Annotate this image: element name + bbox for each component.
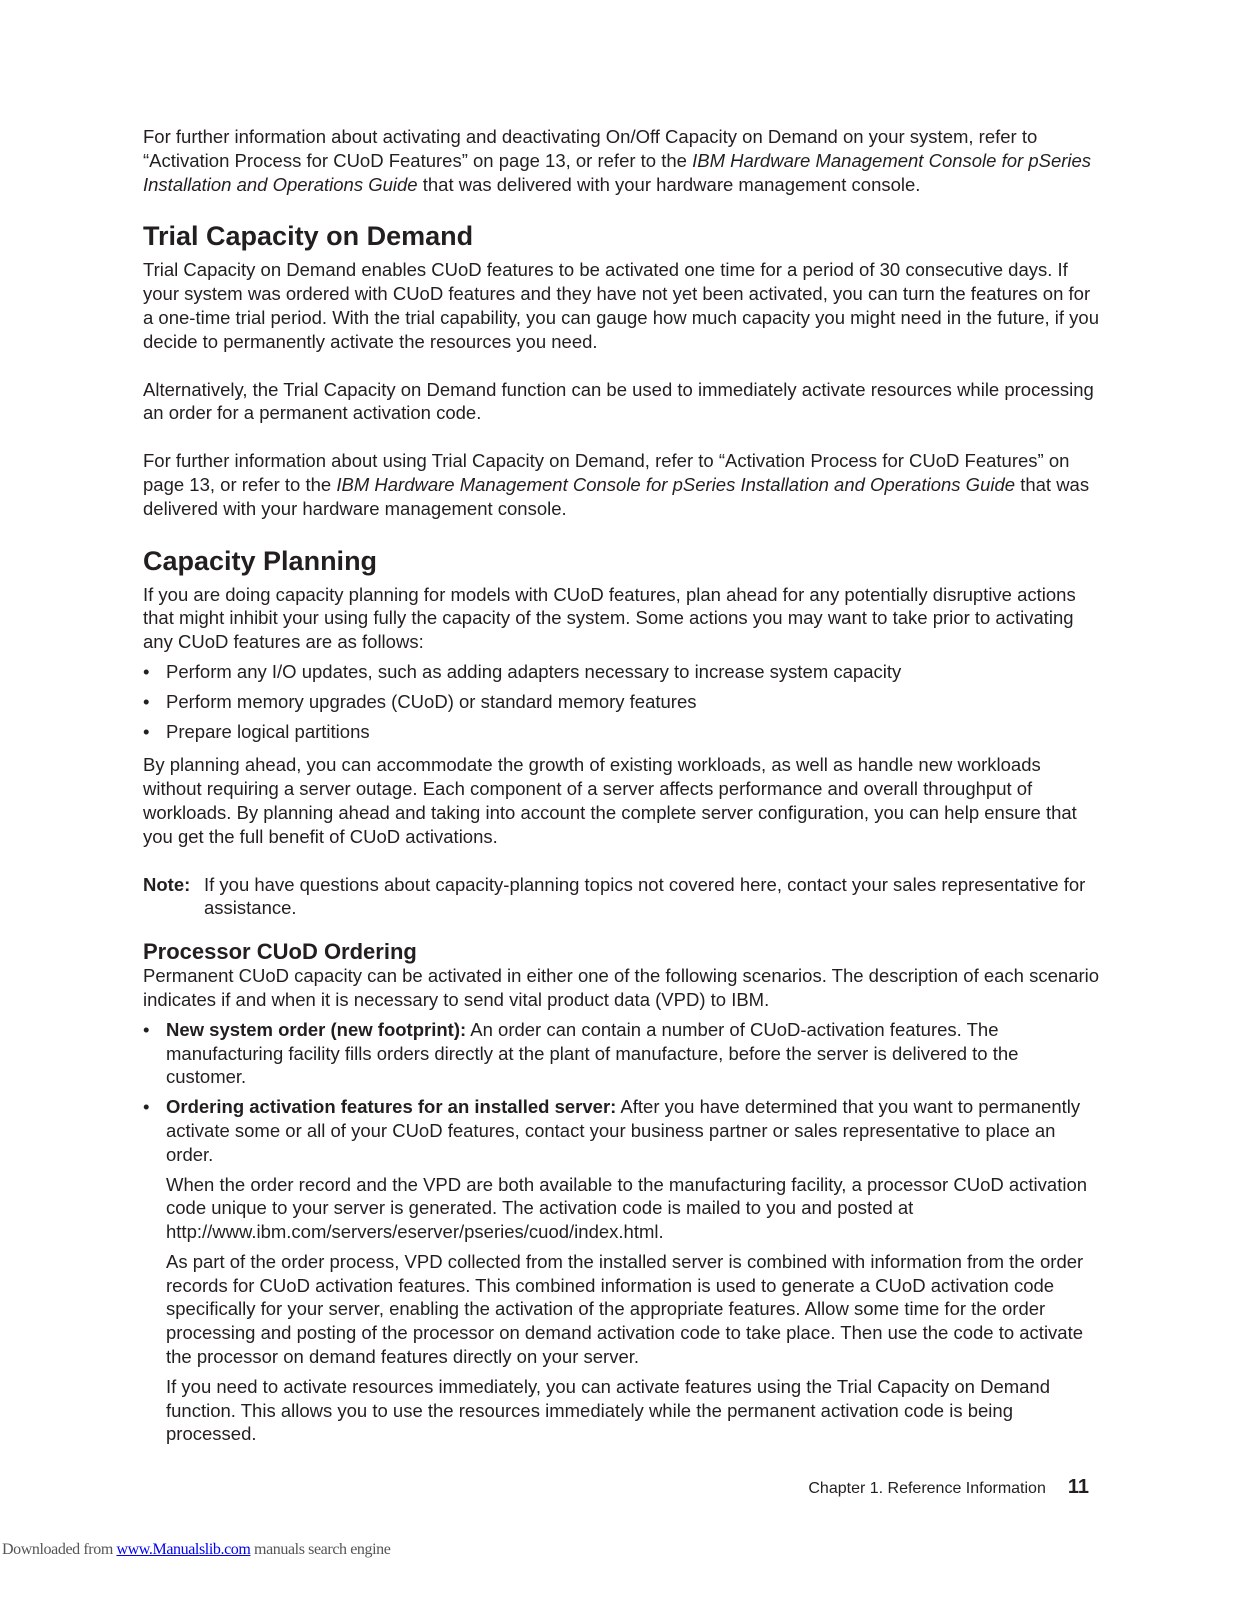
chapter-label: Chapter 1. Reference Information <box>808 1480 1046 1497</box>
guide-title: IBM Hardware Management Console for pSeries Installation and Operations Guide <box>143 149 1092 195</box>
trial-paragraph-1: Trial Capacity on Demand enables CUoD features to be activated one time for a period of 30 consecutive days. If your system was ordered with CUoD features and they have not yet been activated, you can turn the features on for a one-time trial period. With the trial capability, you can gauge how much capacity you might need in the future, if you decide to permanently activate the resources you need. <box>143 259 1100 352</box>
ordering-heading: Processor CUoD Ordering <box>143 939 417 965</box>
note-block <box>143 873 1103 921</box>
list-item: • Perform memory upgrades (CUoD) or standard memory features <box>143 690 1103 714</box>
ordering-paragraph-1: Permanent CUoD capacity can be activated in either one of the following scenarios. The description of each scenario indicates if and when it is necessary to send vital product data (VPD) to IBM. <box>143 965 1100 1010</box>
ordering-bullet-list <box>143 1018 1103 1447</box>
guide-title: IBM Hardware Management Console for pSeries Installation and Operations Guide <box>336 473 1016 495</box>
list-item: • New system order (new footprint): An order can contain a number of CUoD-activation features. The manufacturing facility fills orders directly at the plant of manufacture, before the server is delivered to the customer. <box>143 1018 1103 1089</box>
planning-paragraph-2: By planning ahead, you can accommodate the growth of existing workloads, as well as handle new workloads without requiring a server outage. Each component of a server affects performance and overall throughput of workloads. By planning ahead and taking into account the complete server configuration, you can help ensure that you get the full benefit of CUoD activations. <box>143 754 1077 847</box>
list-item: • Ordering activation features for an installed server: After you have determined that you want to permanently activate some or all of your CUoD features, contact your business partner or sales representative to place an order. When the order record and the VPD are both available to the manufacturing facility, a processor CUoD activation code unique to your server is generated. The activation code is mailed to you and posted at http://www.ibm.com/servers/eserver/pseries/cuod/index.html. As part of the order process, VPD collected from the installed server is combined with information from the order records for CUoD activation features. This combined information is used to generate a CUoD activation code specifically for your server, enabling the activation of the appropriate features. Allow some time for the order processing and posting of the processor on demand activation code to take place. Then use the code to activate the processor on demand features directly on your server. If you need to activate resources immediately, you can activate features using the Trial Capacity on Demand function. This allows you to use the resources immediately while the permanent activation code is being processed. <box>143 1095 1103 1446</box>
note-text: If you have questions about capacity-planning topics not covered here, contact your sales representative for assistance. <box>204 873 1086 919</box>
trial-paragraph-2: Alternatively, the Trial Capacity on Demand function can be used to immediately activate resources while processing an order for a permanent activation code. <box>143 378 1094 424</box>
page-body <box>143 125 1103 1456</box>
page-footer <box>808 1476 1089 1499</box>
trial-paragraph-3: For further information about using Trial Capacity on Demand, refer to “Activation Process for CUoD Features” on page 13, or refer to the IBM Hardware Management Console for pSeries Installation and Operations Guide that was delivered with your hardware management console. <box>143 450 1090 519</box>
trial-heading: Trial Capacity on Demand <box>143 221 474 252</box>
intro-paragraph: For further information about activating and deactivating On/Off Capacity on Demand on your system, refer to “Activation Process for CUoD Features” on page 13, or refer to the IBM Hardware Management Console for pSeries Installation and Operations Guide that was delivered with your hardware management console. <box>143 126 1092 195</box>
manualslib-link[interactable]: www.Manualslib.com <box>116 1541 251 1558</box>
page-number: 11 <box>1067 1476 1089 1498</box>
planning-bullet-list <box>143 660 1103 743</box>
ordering-sub-paragraph-3: If you need to activate resources immediately, you can activate features using the Trial Capacity on Demand function. This allows you to use the resources immediately while the permanent activation code is being processed. <box>166 1375 1051 1445</box>
planning-paragraph-1: If you are doing capacity planning for models with CUoD features, plan ahead for any potentially disruptive actions that might inhibit your using fully the capacity of the system. Some actions you may want to take prior to activating any CUoD features are as follows: <box>143 583 1076 653</box>
ordering-sub-paragraph-2: As part of the order process, VPD collected from the installed server is combined with information from the order records for CUoD activation features. This combined information is used to generate a CUoD activation code specifically for your server, enabling the activation of the appropriate features. Allow some time for the order processing and posting of the processor on demand activation code to take place. Then use the code to activate the processor on demand features directly on your server. <box>166 1250 1084 1368</box>
planning-heading: Capacity Planning <box>143 545 378 576</box>
list-item: • Perform any I/O updates, such as adding adapters necessary to increase system capacity <box>143 660 1103 684</box>
list-item: • Prepare logical partitions <box>143 720 1103 744</box>
download-watermark: Downloaded from www.Manualslib.com manuals search engine <box>2 1541 391 1558</box>
ordering-sub-paragraph-1: When the order record and the VPD are both available to the manufacturing facility, a processor CUoD activation code unique to your server is generated. The activation code is mailed to you and posted at http://www.ibm.com/servers/eserver/pseries/cuod/index.html. <box>166 1173 1088 1243</box>
note-label: Note: <box>143 873 191 895</box>
